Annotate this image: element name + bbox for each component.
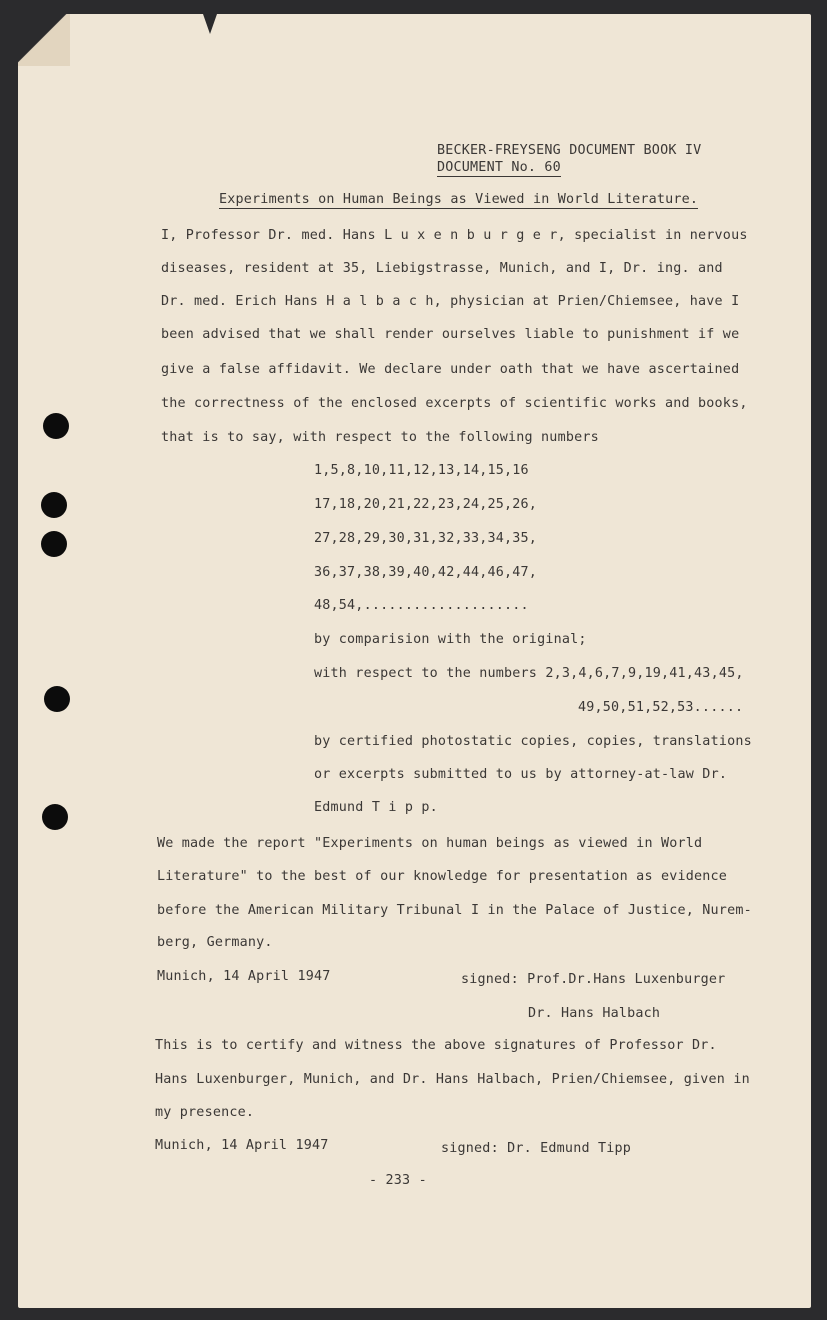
report-line: before the American Military Tribunal I in the Palace of Justice, Nurem- [157,903,752,918]
report-line: We made the report "Experiments on human beings as viewed in World [157,836,703,851]
affidavit-line: diseases, resident at 35, Liebigstrasse, Munich, and I, Dr. ing. and [161,261,723,276]
number-list-line: 17,18,20,21,22,23,24,25,26, [314,497,538,512]
photostatic-line: Edmund T i p p. [314,800,438,815]
affidavit-line: the correctness of the enclosed excerpts of scientific works and books, [161,396,748,411]
report-line: berg, Germany. [157,935,273,950]
place-date-1: Munich, 14 April 1947 [157,969,331,984]
signed-line-1: signed: Prof.Dr.Hans Luxenburger [461,972,726,987]
second-signer: Dr. Hans Halbach [528,1006,661,1021]
affidavit-line: been advised that we shall render ourselves liable to punishment if we [161,327,740,342]
comparison-line: by comparision with the original; [314,632,587,647]
page-number: - 233 - [369,1173,427,1188]
affidavit-line: that is to say, with respect to the following numbers [161,430,599,445]
torn-corner [18,14,70,66]
punch-hole [42,804,68,830]
number-list-line: 1,5,8,10,11,12,13,14,15,16 [314,463,529,478]
number-list-line: 48,54,.................... [314,598,529,613]
number-list-line: 27,28,29,30,31,32,33,34,35, [314,531,538,546]
punch-hole [44,686,70,712]
document-title: Experiments on Human Beings as Viewed in World Literature. [219,192,699,207]
affidavit-line: I, Professor Dr. med. Hans L u x e n b u r g e r, specialist in nervous [161,228,748,243]
punch-hole [41,492,67,518]
document-number-line: DOCUMENT No. 60 [437,160,561,175]
punch-hole [41,531,67,557]
photostatic-line: by certified photostatic copies, copies, translations [314,734,752,749]
page-notch [203,14,217,34]
certification-line: my presence. [155,1105,255,1120]
affidavit-line: Dr. med. Erich Hans H a l b a c h, physician at Prien/Chiemsee, have I [161,294,740,309]
place-date-2: Munich, 14 April 1947 [155,1138,329,1153]
affidavit-line: give a false affidavit. We declare under oath that we have ascertained [161,362,740,377]
report-line: Literature" to the best of our knowledge for presentation as evidence [157,869,728,884]
certification-line: This is to certify and witness the above signatures of Professor Dr. [155,1038,717,1053]
document-book-line: BECKER-FREYSENG DOCUMENT BOOK IV [437,143,702,158]
signed-line-2: signed: Dr. Edmund Tipp [441,1141,632,1156]
second-numbers-continuation: 49,50,51,52,53...... [578,700,744,715]
certification-line: Hans Luxenburger, Munich, and Dr. Hans Halbach, Prien/Chiemsee, given in [155,1072,750,1087]
number-list-line: 36,37,38,39,40,42,44,46,47, [314,565,538,580]
photostatic-line: or excerpts submitted to us by attorney-at-law Dr. [314,767,728,782]
second-numbers-line: with respect to the numbers 2,3,4,6,7,9,19,41,43,45, [314,666,744,681]
punch-hole [43,413,69,439]
